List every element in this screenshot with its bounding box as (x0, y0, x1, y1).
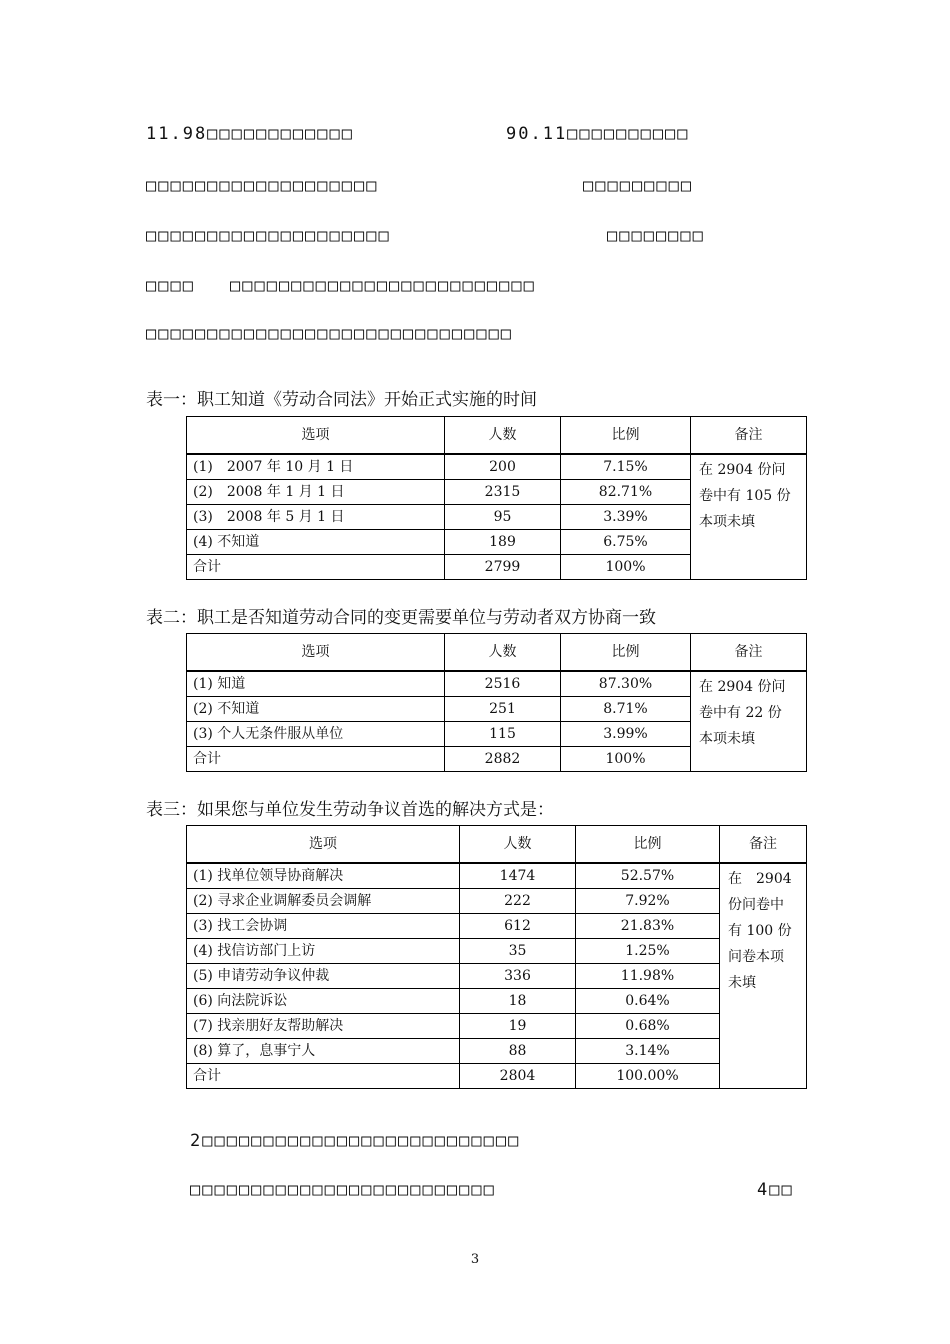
table3-option: (8) 算了，息事宁人 (187, 1039, 460, 1064)
table-row (187, 889, 807, 914)
table3-count: 612 (460, 914, 576, 939)
table-row (187, 863, 807, 889)
table1-count: 2315 (445, 480, 561, 505)
para-bottom-line-2b: 4□□ (757, 1180, 794, 1200)
table3 (186, 825, 807, 1089)
para-bottom-line-2a: □□□□□□□□□□□□□□□□□□□□□□□□□ (190, 1180, 496, 1200)
table3-note-line: 份问卷中 (728, 897, 784, 913)
para-bottom-line-1: 2□□□□□□□□□□□□□□□□□□□□□□□□□□ (190, 1131, 521, 1151)
table3-ratio: 52.57% (576, 863, 720, 889)
table3-note-line: 在 2904 (728, 871, 792, 887)
para-top-line-2b: □□□□□□□□□ (583, 176, 694, 196)
table2-option: (3) 个人无条件服从单位 (187, 722, 445, 747)
table1-header-count: 人数 (445, 417, 561, 455)
table3-caption: 表三：如果您与单位发生劳动争议首选的解决方式是： (146, 800, 554, 820)
table3-count: 19 (460, 1014, 576, 1039)
table3-option: (1) 找单位领导协商解决 (187, 863, 460, 889)
table1-count: 200 (445, 454, 561, 480)
table1-header-note: 备注 (691, 417, 807, 455)
table-row (187, 671, 807, 697)
table2-option: (2) 不知道 (187, 697, 445, 722)
table3-count: 18 (460, 989, 576, 1014)
table3-header-ratio: 比例 (576, 826, 720, 864)
table3-ratio: 0.68% (576, 1014, 720, 1039)
table-row (187, 1064, 807, 1089)
para-top-line-3a: □□□□□□□□□□□□□□□□□□□□ (146, 226, 391, 246)
page-number: 3 (470, 1252, 480, 1267)
table3-option: (6) 向法院诉讼 (187, 989, 460, 1014)
table1-note-line: 卷中有 105 份 (699, 488, 791, 504)
table1-option: (4) 不知道 (187, 530, 445, 555)
table-row (187, 454, 807, 480)
table1-note (691, 454, 807, 580)
table3-option: (4) 找信访部门上访 (187, 939, 460, 964)
table1-note-line: 本项未填 (699, 514, 755, 530)
table2-note-line: 本项未填 (699, 731, 755, 747)
para-top-line-5a: □□□□□□□□□□□□□□□□□□□□□□□□□□□□□□ (146, 324, 514, 344)
table1-count: 189 (445, 530, 561, 555)
table3-note-line: 未填 (728, 975, 756, 991)
table1-option: (3) 2008 年 5 月 1 日 (187, 505, 445, 530)
table2-option: 合计 (187, 747, 445, 772)
table3-ratio: 3.14% (576, 1039, 720, 1064)
table1-ratio: 7.15% (561, 454, 691, 480)
table3-ratio: 7.92% (576, 889, 720, 914)
table-row (187, 1014, 807, 1039)
table1-ratio: 3.39% (561, 505, 691, 530)
table2-count: 2516 (445, 671, 561, 697)
table3-count: 1474 (460, 863, 576, 889)
table3-ratio: 11.98% (576, 964, 720, 989)
table3-ratio: 100.00% (576, 1064, 720, 1089)
table3-note-line: 有 100 份 (728, 923, 792, 939)
table1 (186, 416, 807, 580)
table2-caption: 表二：职工是否知道劳动合同的变更需要单位与劳动者双方协商一致 (146, 608, 656, 628)
table-row (187, 964, 807, 989)
table3-ratio: 21.83% (576, 914, 720, 939)
table1-option: 合计 (187, 555, 445, 580)
para-top-line-3b: □□□□□□□□ (607, 226, 705, 246)
table1-header-ratio: 比例 (561, 417, 691, 455)
table3-ratio: 0.64% (576, 989, 720, 1014)
table3-count: 35 (460, 939, 576, 964)
table2-note-line: 在 2904 份问 (699, 679, 786, 695)
table3-count: 2804 (460, 1064, 576, 1089)
table2-ratio: 100% (561, 747, 691, 772)
table2-header-count: 人数 (445, 634, 561, 672)
table1-count: 95 (445, 505, 561, 530)
table2-count: 2882 (445, 747, 561, 772)
table3-option: (3) 找工会协调 (187, 914, 460, 939)
para-top-line-4a: □□□□ (146, 276, 195, 296)
para-top-line-4b: □□□□□□□□□□□□□□□□□□□□□□□□□ (230, 276, 536, 296)
para-top-line-2a: □□□□□□□□□□□□□□□□□□□ (146, 176, 379, 196)
table3-note-line: 问卷本项 (728, 949, 784, 965)
table-row (187, 939, 807, 964)
para-top-line-1a: 11.98□□□□□□□□□□□□ (146, 124, 354, 144)
table3-count: 336 (460, 964, 576, 989)
table1-ratio: 82.71% (561, 480, 691, 505)
table1-count: 2799 (445, 555, 561, 580)
table1-note-line: 在 2904 份问 (699, 462, 786, 478)
table3-option: 合计 (187, 1064, 460, 1089)
table3-header-count: 人数 (460, 826, 576, 864)
table-row (187, 914, 807, 939)
table3-ratio: 1.25% (576, 939, 720, 964)
table1-ratio: 100% (561, 555, 691, 580)
table3-count: 88 (460, 1039, 576, 1064)
table3-header-option: 选项 (187, 826, 460, 864)
table3-option: (2) 寻求企业调解委员会调解 (187, 889, 460, 914)
table2-note-line: 卷中有 22 份 (699, 705, 782, 721)
table1-option: (2) 2008 年 1 月 1 日 (187, 480, 445, 505)
table2 (186, 633, 807, 772)
table2-count: 251 (445, 697, 561, 722)
table2-header-ratio: 比例 (561, 634, 691, 672)
table2-ratio: 8.71% (561, 697, 691, 722)
para-top-line-1b: 90.11□□□□□□□□□□ (506, 124, 690, 144)
table2-note (691, 671, 807, 772)
table1-ratio: 6.75% (561, 530, 691, 555)
table3-option: (7) 找亲朋好友帮助解决 (187, 1014, 460, 1039)
table2-ratio: 87.30% (561, 671, 691, 697)
table2-header-option: 选项 (187, 634, 445, 672)
table2-header-note: 备注 (691, 634, 807, 672)
table3-header-note: 备注 (720, 826, 807, 864)
table1-option: (1) 2007 年 10 月 1 日 (187, 454, 445, 480)
table2-ratio: 3.99% (561, 722, 691, 747)
table3-option: (5) 申请劳动争议仲裁 (187, 964, 460, 989)
table-row (187, 1039, 807, 1064)
table3-note (720, 863, 807, 1089)
table2-count: 115 (445, 722, 561, 747)
table2-option: (1) 知道 (187, 671, 445, 697)
table-row (187, 989, 807, 1014)
table1-header-option: 选项 (187, 417, 445, 455)
table3-count: 222 (460, 889, 576, 914)
table1-caption: 表一：职工知道《劳动合同法》开始正式实施的时间 (146, 390, 537, 410)
